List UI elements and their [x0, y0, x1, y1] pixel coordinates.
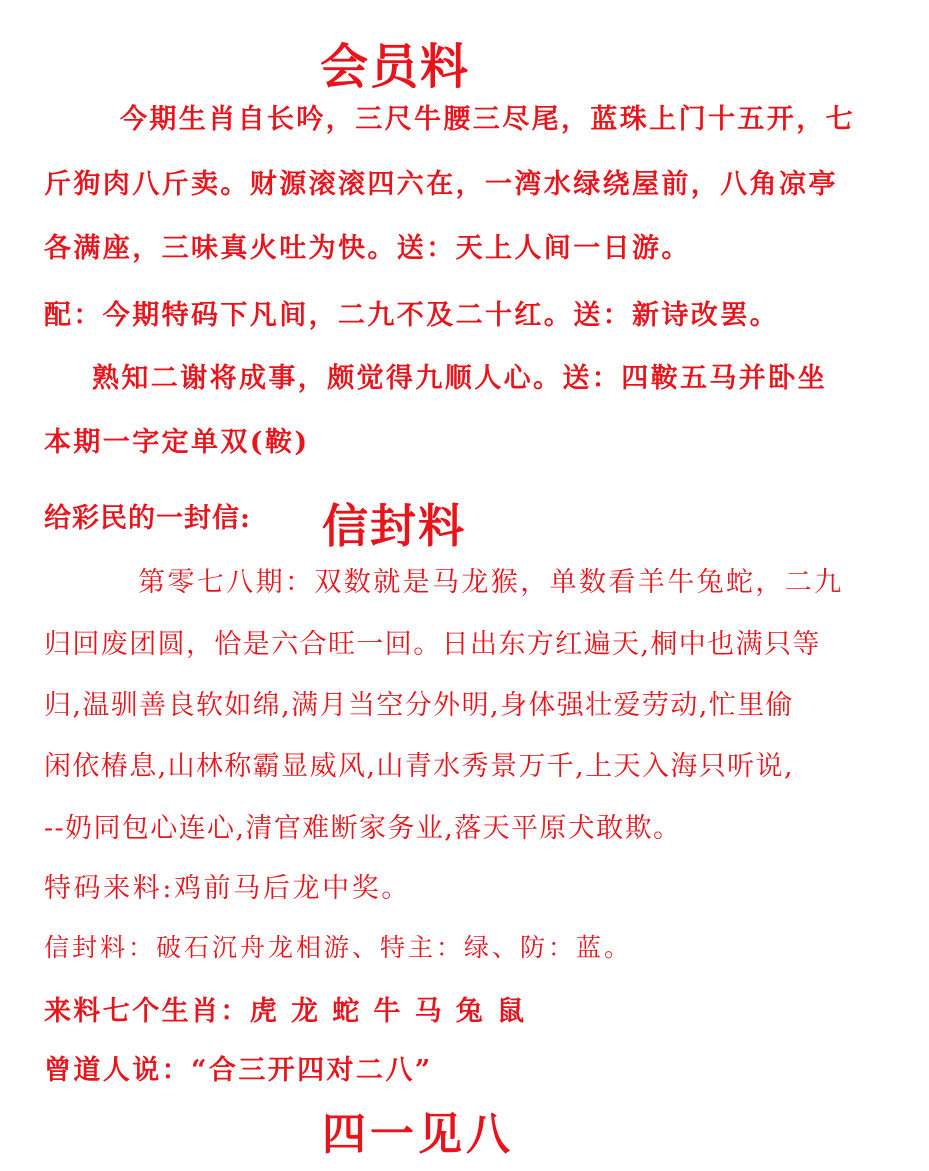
member-line-5: 熟知二谢将成事，颇觉得九顺人心。送：四鞍五马并卧坐: [92, 363, 827, 394]
member-line-3: 各满座，三味真火吐为快。送：天上人间一日游。: [44, 233, 691, 264]
envelope-title: 信封料: [322, 499, 466, 553]
envelope-material-line: 信封料：破石沉舟龙相游、特主：绿、防：蓝。: [44, 933, 633, 962]
special-code-line: 特码来料:鸡前马后龙中奖。: [44, 873, 411, 904]
letter-intro: 给彩民的一封信:: [44, 503, 251, 534]
taoist-says-line: 曾道人说：“合三开四对二八”: [44, 1055, 433, 1086]
footer-title: 四一见八: [322, 1109, 514, 1160]
letter-line-1: 第零七八期：双数就是马龙猴，单数看羊牛兔蛇，二九: [138, 567, 844, 598]
letter-line-4: 闲依椿息,山林称霸显威风,山青水秀景万千,上天入海只听说,: [44, 751, 794, 782]
member-line-4: 配：今期特码下凡间，二九不及二十红。送：新诗改罢。: [44, 300, 779, 331]
member-line-1: 今期生肖自长吟，三尺牛腰三尽尾，蓝珠上门十五开，七: [120, 104, 855, 135]
member-line-6: 本期一字定单双(鞍): [44, 427, 310, 458]
member-line-2: 斤狗肉八斤卖。财源滚滚四六在，一湾水绿绕屋前，八角凉亭: [44, 169, 838, 200]
letter-line-5: --奶同包心连心,清官难断家务业,落天平原犬敢欺。: [44, 813, 682, 844]
letter-line-2: 归回废团圆，恰是六合旺一回。日出东方红遍天,桐中也满只等: [44, 629, 821, 660]
seven-zodiacs-line: 来料七个生肖：虎 龙 蛇 牛 马 兔 鼠: [44, 996, 527, 1027]
letter-line-3: 归,温驯善良软如绵,满月当空分外明,身体强壮爱劳动,忙里偷: [44, 690, 794, 721]
member-title: 会员料: [320, 39, 471, 95]
